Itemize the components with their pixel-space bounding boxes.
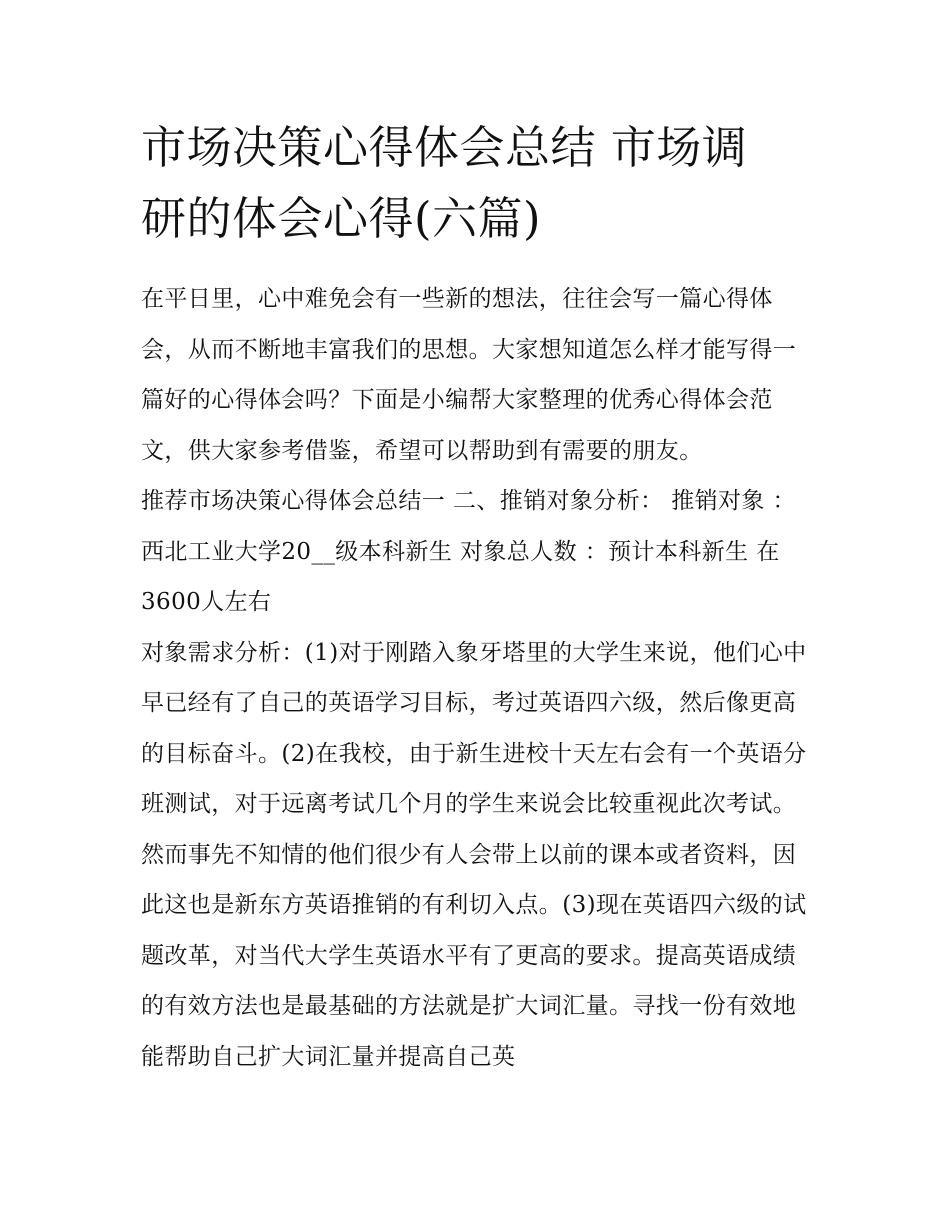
document-title: 市场决策心得体会总结 市场调 研的体会心得(六篇): [141, 121, 748, 245]
demand-analysis-paragraph: 对象需求分析：(1)对于刚踏入象牙塔里的大学生来说，他们心中早已经有了自己的英语学习目标，考过英语四六级，然后像更高的目标奋斗。(2)在我校，由于新生进校十天左右会有一个英语分班测试，对于远离考试几个月的学生来说会比较重视此次考试。然而事先不知情的他们很少有人会带上以前的课本或者资料，因此这也是新东方英语推销的有利切入点。(3)现在英语四六级的试题改革，对当代大学生英语水平有了更高的要求。提高英语成绩的有效方法也是最基础的方法就是扩大词汇量。寻找一份有效地能帮助自己扩大词汇量并提高自己英: [141, 639, 807, 1070]
document-body: [141, 274, 813, 1082]
intro-paragraph: 在平日里，心中难免会有一些新的想法，往往会写一篇心得体会，从而不断地丰富我们的思想。大家想知道怎么样才能写得一篇好的心得体会吗？下面是小编帮大家整理的优秀心得体会范文，供大家参考借鉴，希望可以帮助到有需要的朋友。: [141, 286, 797, 464]
promotion-target-paragraph: 推荐市场决策心得体会总结一 二、推销对象分析： 推销对象 ：西北工业大学20__级本科新生 对象总人数 ：预计本科新生 在3600人左右: [141, 488, 796, 615]
document-page: [141, 112, 813, 1082]
